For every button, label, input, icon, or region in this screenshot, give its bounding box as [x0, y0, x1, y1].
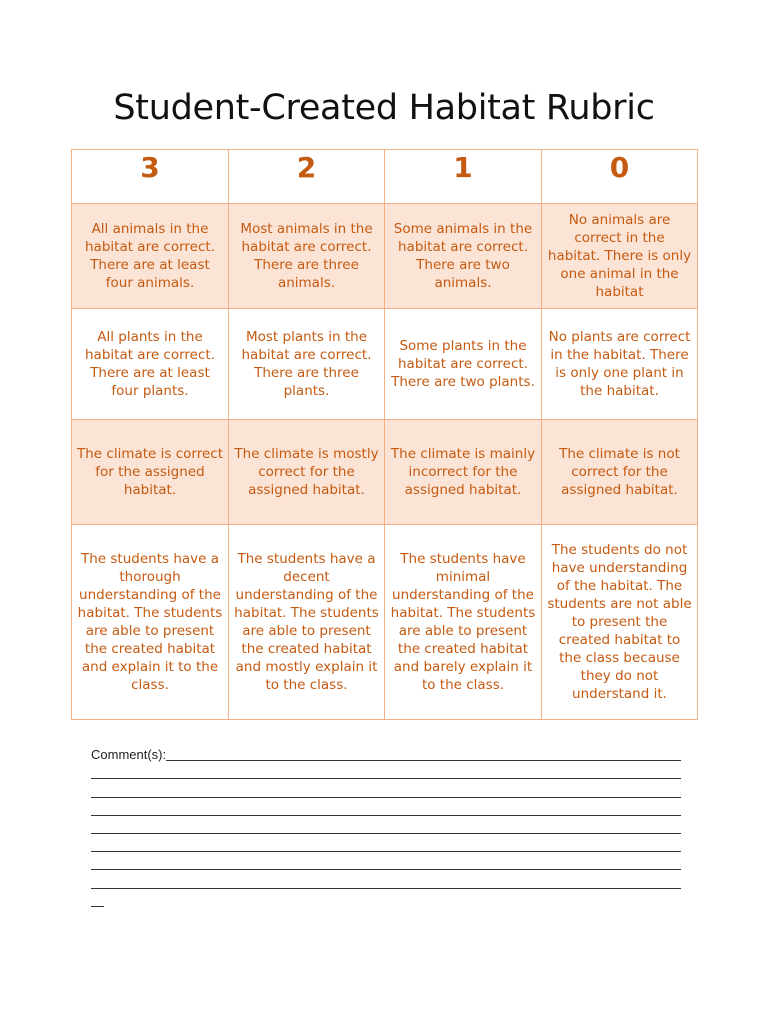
rubric-cell: The climate is mostly correct for the assigned habitat. [229, 420, 385, 525]
rubric-cell: The students do not have understanding of the habitat. The students are not able to present the created habitat to the class because they do not understand it. [542, 525, 698, 720]
rubric-cell: All animals in the habitat are correct. There are at least four animals. [72, 204, 229, 309]
comment-line [91, 746, 681, 764]
comment-rule[interactable] [91, 875, 681, 889]
rubric-cell: All plants in the habitat are correct. There are at least four plants. [72, 309, 229, 420]
comment-rule[interactable] [91, 820, 681, 834]
rubric-cell: No animals are correct in the habitat. There is only one animal in the habitat [542, 204, 698, 309]
rubric-cell: No plants are correct in the habitat. There is only one plant in the habitat. [542, 309, 698, 420]
rubric-table [71, 149, 698, 720]
comment-rule[interactable] [91, 784, 681, 798]
comment-rule[interactable] [166, 747, 681, 761]
comments-label: Comment(s): [91, 746, 167, 762]
score-header-2: 2 [229, 150, 385, 204]
comment-line[interactable] [91, 801, 681, 819]
comments-section [91, 746, 681, 910]
comment-line[interactable] [91, 837, 681, 855]
rubric-cell: Most animals in the habitat are correct. There are three animals. [229, 204, 385, 309]
rubric-row-understanding [72, 525, 698, 720]
comment-line[interactable] [91, 873, 681, 891]
comment-line[interactable] [91, 782, 681, 800]
rubric-row-plants [72, 309, 698, 420]
rubric-row-climate [72, 420, 698, 525]
score-header-1: 1 [385, 150, 542, 204]
comment-line[interactable] [91, 892, 681, 910]
rubric-cell: The students have a decent understanding of the habitat. The students are able to present the created habitat and mostly explain it to the class. [229, 525, 385, 720]
score-header-row [72, 150, 698, 204]
rubric-cell: Most plants in the habitat are correct. There are three plants. [229, 309, 385, 420]
comment-line[interactable] [91, 819, 681, 837]
comment-rule[interactable] [91, 856, 681, 870]
rubric-cell: The climate is correct for the assigned habitat. [72, 420, 229, 525]
rubric-cell: Some animals in the habitat are correct. There are two animals. [385, 204, 542, 309]
comment-rule[interactable] [91, 838, 681, 852]
rubric-cell: The students have a thorough understanding of the habitat. The students are able to present the created habitat and explain it to the class. [72, 525, 229, 720]
comment-line[interactable] [91, 855, 681, 873]
score-header-0: 0 [542, 150, 698, 204]
rubric-cell: The climate is not correct for the assigned habitat. [542, 420, 698, 525]
page-title: Student-Created Habitat Rubric [113, 88, 655, 128]
rubric-cell: The climate is mainly incorrect for the assigned habitat. [385, 420, 542, 525]
comment-rule[interactable] [91, 802, 681, 816]
rubric-row-animals [72, 204, 698, 309]
comment-rule-end[interactable] [91, 893, 104, 907]
comment-line[interactable] [91, 764, 681, 782]
rubric-cell: The students have minimal understanding of the habitat. The students are able to present the created habitat and barely explain it to the class. [385, 525, 542, 720]
comment-rule[interactable] [91, 765, 681, 779]
score-header-3: 3 [72, 150, 229, 204]
rubric-cell: Some plants in the habitat are correct. There are two plants. [385, 309, 542, 420]
